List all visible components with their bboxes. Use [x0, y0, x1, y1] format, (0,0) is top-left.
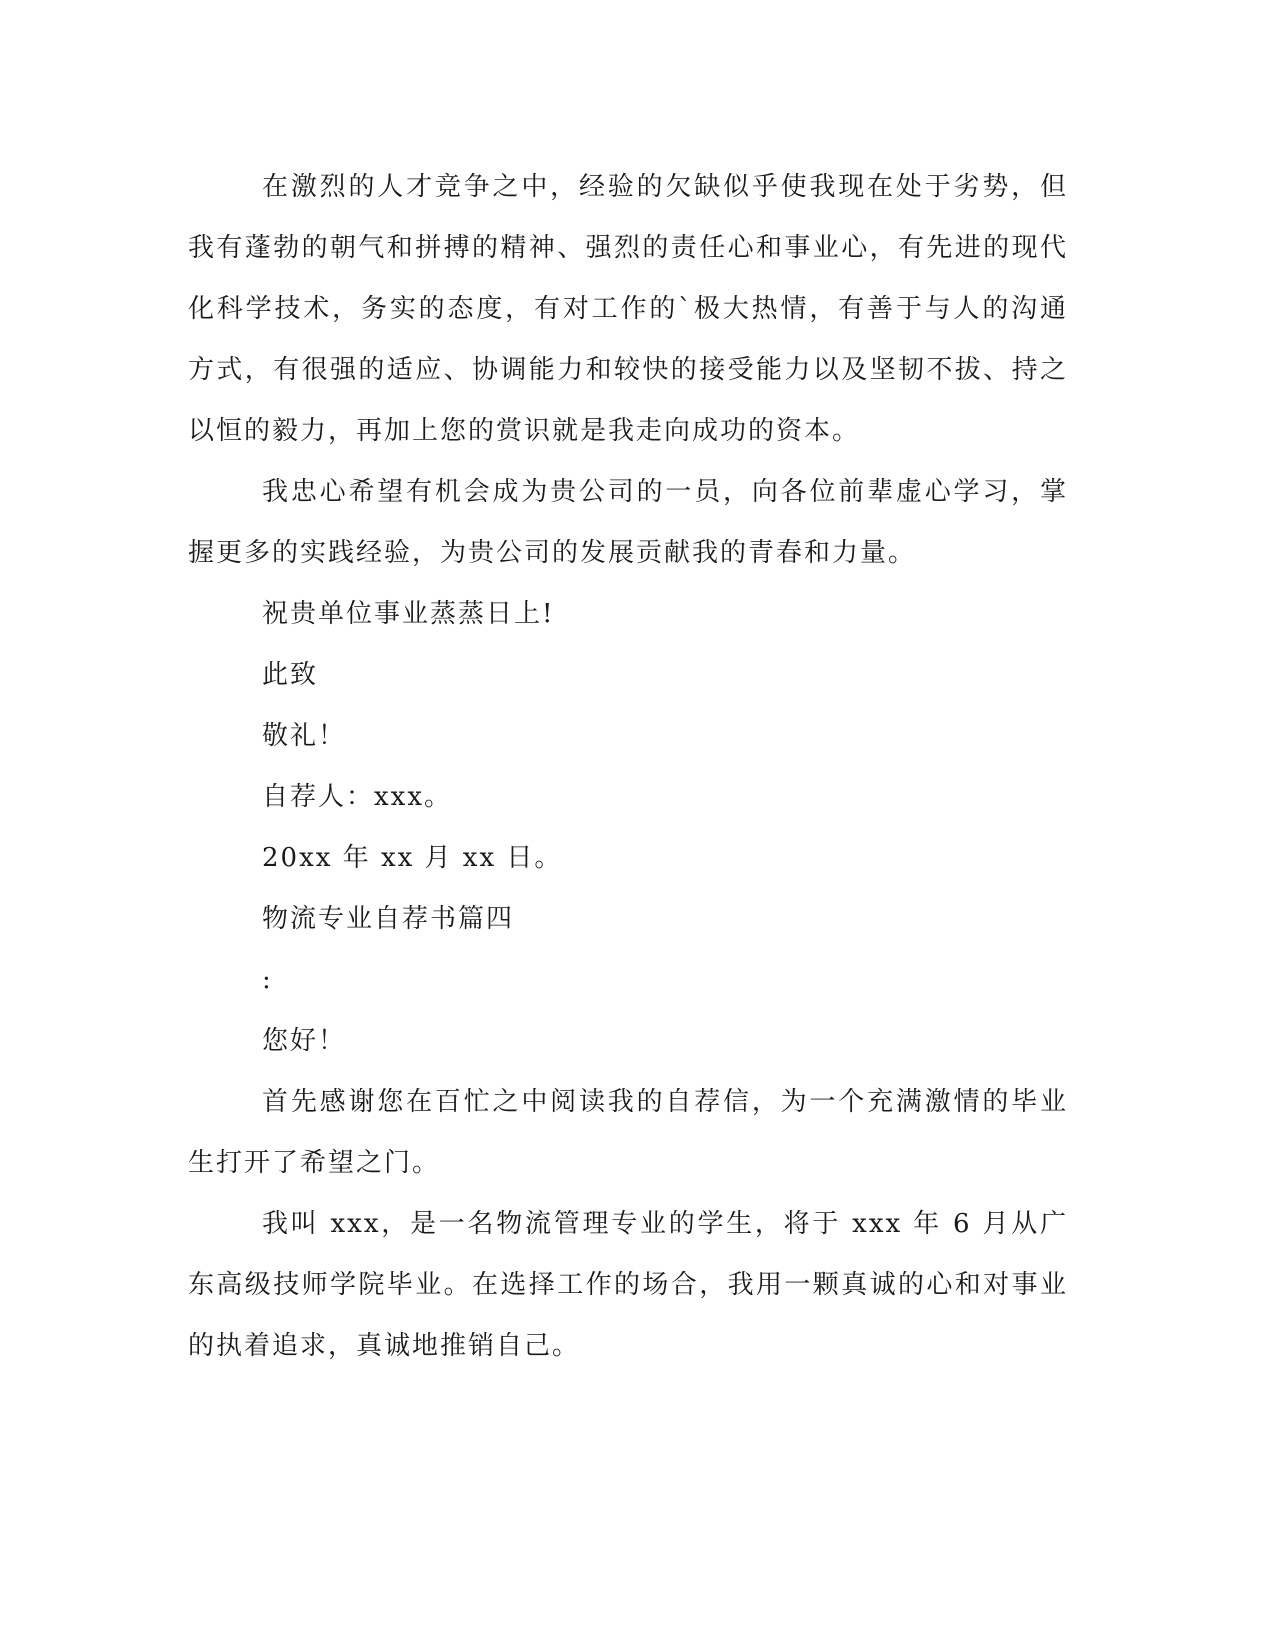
recipient-line: :: [262, 965, 273, 995]
paragraph-advantages: 在激烈的人才竞争之中，经验的欠缺似乎使我现在处于劣势，但我有蓬勃的朝气和拼搏的精神、强烈的责任心和事业心，有先进的现代化科学技术，务实的态度，有对工作的`极大热情，有善于与人的沟通方式，有很强的适应、协调能力和较快的接受能力以及坚韧不拔、持之以恒的毅力，再加上您的赏识就是我走向成功的资本。: [188, 172, 1068, 446]
date-line: 20xx 年 xx 月 xx 日。: [262, 843, 563, 873]
wish-line: 祝贵单位事业蒸蒸日上!: [262, 599, 555, 629]
paragraph-hope: 我忠心希望有机会成为贵公司的一员，向各位前辈虚心学习，掌握更多的实践经验，为贵公司的发展贡献我的青春和力量。: [188, 477, 1068, 568]
section-title: 物流专业自荐书篇四: [262, 904, 515, 934]
closing-line-1: 此致: [262, 660, 319, 690]
paragraph-thanks: 首先感谢您在百忙之中阅读我的自荐信，为一个充满激情的毕业生打开了希望之门。: [188, 1087, 1068, 1178]
paragraph-introduction: 我叫 xxx，是一名物流管理专业的学生，将于 xxx 年 6 月从广东高级技师学院毕业。在选择工作的场合，我用一颗真诚的心和对事业的执着追求，真诚地推销自己。: [188, 1209, 1068, 1361]
document-body: [188, 157, 1068, 1377]
closing-line-2: 敬礼！: [262, 721, 347, 751]
greeting-line: 您好！: [262, 1026, 347, 1056]
signature-line: 自荐人：xxx。: [262, 782, 452, 812]
